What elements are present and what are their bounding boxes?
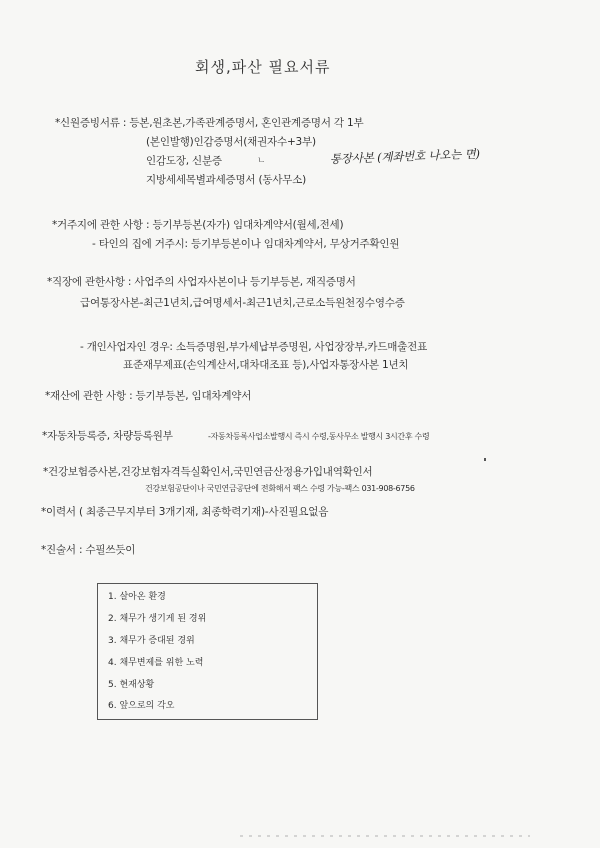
document-title: 회생,파산 필요서류 bbox=[195, 58, 331, 76]
stray-mark bbox=[484, 458, 486, 461]
resume-line: *이력서 ( 최종근무지부터 3개기재, 최종학력기재)-사진필요없음 bbox=[41, 506, 329, 518]
seal-and-id-line: 인감도장, 신분증 bbox=[146, 155, 222, 167]
financial-statements-line: 표준재무제표(손익계산서,대차대조표 등),사업자통장사본 1년치 bbox=[123, 359, 409, 371]
residence-other-house-line: - 타인의 집에 거주시: 등기부등본이나 임대차계약서, 무상거주확인원 bbox=[92, 238, 400, 250]
scan-noise bbox=[240, 835, 530, 837]
statement-item: 1. 살아온 환경 bbox=[108, 592, 166, 602]
handwritten-bankbook-note: 통장사본 (계좌번호 나오는 면) bbox=[329, 146, 481, 166]
identity-docs-line: *신원증빙서류 : 등본,원초본,가족관계증명서, 혼인관계증명서 각 1부 bbox=[55, 117, 364, 129]
self-employed-docs-line: - 개인사업자인 경우: 소득증명원,부가세납부증명원, 사업장장부,카드매출전표 bbox=[80, 341, 428, 353]
employment-docs-line: *직장에 관한사항 : 사업주의 사업자사본이나 등기부등본, 재직증명서 bbox=[47, 276, 356, 288]
statement-item: 3. 채무가 증대된 경위 bbox=[108, 636, 195, 646]
statement-item: 2. 채무가 생기게 된 경위 bbox=[108, 614, 207, 624]
statement-line: *진술서 : 수필쓰듯이 bbox=[41, 544, 136, 556]
statement-item: 5. 현재상황 bbox=[108, 680, 155, 690]
salary-docs-line: 급여통장사본-최근1년치,급여명세서-최근1년치,근로소득원천징수영수증 bbox=[80, 297, 405, 309]
seal-certificate-line: (본인발행)인감증명서(채권자수+3부) bbox=[146, 136, 316, 148]
insurance-docs-note: 건강보험공단이나 국민연금공단에 전화해서 팩스 수령 가능-팩스 031-908-6756 bbox=[145, 484, 415, 493]
statement-item: 6. 앞으로의 각오 bbox=[108, 701, 175, 711]
vehicle-docs-line: *자동차등록증, 차량등록원부 bbox=[42, 430, 173, 442]
handwritten-tick-mark: ㄴ bbox=[257, 156, 266, 166]
vehicle-docs-note: -자동차등록사업소발행시 즉시 수령,동사무소 발행시 3시간후 수령 bbox=[208, 432, 430, 441]
insurance-docs-line: *건강보험증사본,건강보험자격득실확인서,국민연금산정용가입내역확인서 bbox=[43, 466, 373, 478]
local-tax-certificate-line: 지방세세목별과세증명서 (동사무소) bbox=[146, 174, 307, 186]
residence-docs-line: *거주지에 관한 사항 : 등기부등본(자가) 임대차계약서(월세,전세) bbox=[52, 219, 344, 231]
statement-item: 4. 채무변제를 위한 노력 bbox=[108, 658, 204, 668]
statement-items-box bbox=[97, 583, 318, 720]
property-docs-line: *재산에 관한 사항 : 등기부등본, 임대차계약서 bbox=[45, 390, 252, 402]
